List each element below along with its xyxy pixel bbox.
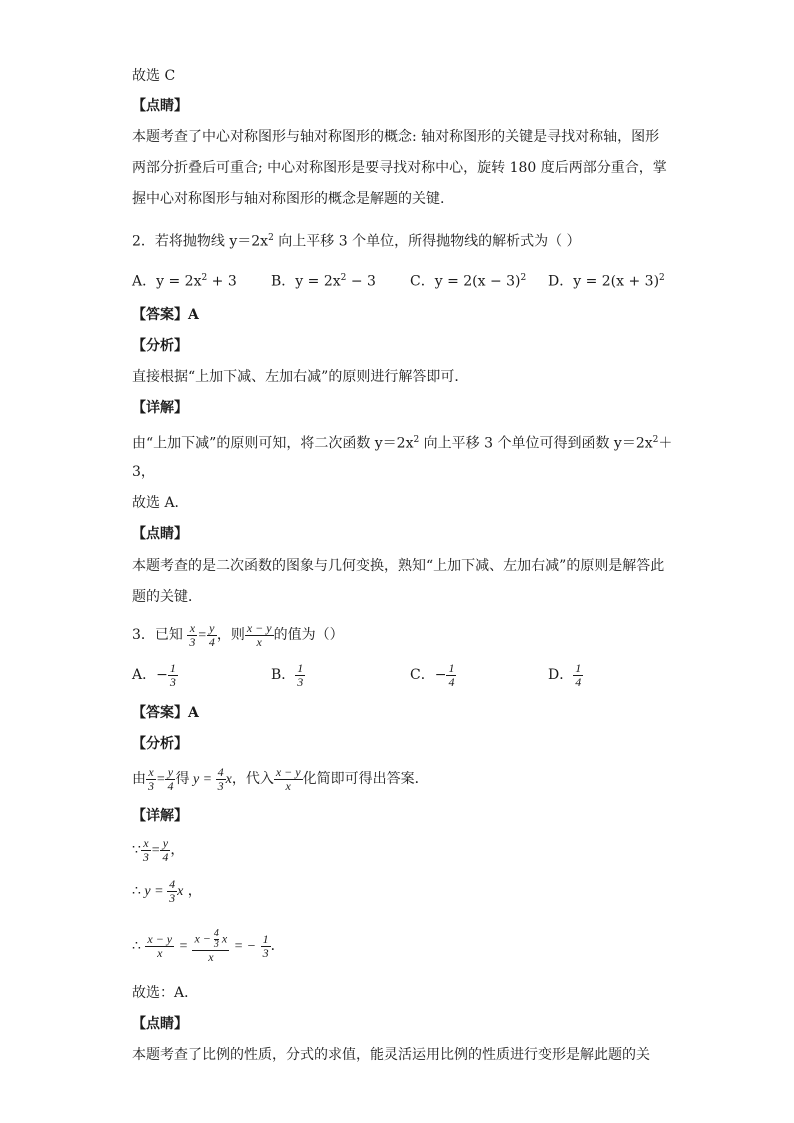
q3-dianjing-label: 【点睛】 — [132, 1016, 188, 1032]
q3-detail-label: 【详解】 — [132, 808, 188, 824]
q3-option-a: A．− $\frac{1}{3}$ — [132, 660, 176, 689]
top-dianjing-line-3: 握中心对称图形与轴对称图形的概念是解题的关键. — [132, 191, 445, 207]
q2-analysis: 直接根据“上加下减、左加右减”的原则进行解答即可． — [132, 369, 469, 385]
q2-dianjing-line-2: 题的关键． — [132, 589, 202, 605]
q2-detail-line-1: 由“上加下减”的原则可知，将二次函数 $y=2x^2$ 向上平移 3 个单位可得到函数 $y=2x^2+$ — [132, 435, 673, 452]
top-dianjing-line-1: 本题考查了中心对称图形与轴对称图形的概念: 轴对称图形的关键是寻找对称轴，图形 — [132, 129, 660, 145]
q2-detail-label: 【详解】 — [132, 400, 188, 416]
q3-analysis-label: 【分析】 — [132, 736, 188, 752]
q2-option-d: D．$y = 2(x + 3)^2$ — [548, 273, 665, 290]
q2-stem: 2．若将抛物线 $y=2x^2$ 向上平移 3 个单位，所得抛物线的解析式为（ ） — [132, 233, 581, 250]
q2-analysis-label: 【分析】 — [132, 338, 188, 354]
q2-option-b: B．$y = 2x^2 - 3$ — [271, 273, 376, 290]
q2-detail-line-2: 3， — [132, 464, 155, 480]
fraction-x-over-3: $\frac{x}{3}$ — [189, 620, 196, 649]
q2-option-c: C．$y = 2(x - 3)^2$ — [410, 273, 527, 290]
q3-option-d: D． $\frac{1}{4}$ — [548, 660, 582, 689]
q2-stem-pre: 2．若将抛物线 y＝2x — [132, 233, 269, 250]
q2-dianjing-line-1: 本题考查的是二次函数的图象与几何变换，熟知“上加下减、左加右减”的原则是解答此 — [132, 558, 665, 574]
q2-dianjing-label: 【点睛】 — [132, 526, 188, 542]
q3-analysis: 由 $\frac{x}{3}$ = $\frac{y}{4}$ 得 y = $\frac{4}{3}$ x，代入 $\frac{x - y}{x}$ 化简即可得出答案． — [132, 764, 429, 793]
q3-option-c: C．− $\frac{1}{4}$ — [410, 660, 455, 689]
fraction-x-minus-y-over-x: $\frac{x - y}{x}$ — [246, 620, 272, 649]
fraction-y-over-4: $\frac{y}{4}$ — [208, 620, 215, 649]
q2-stem-post: 向上平移 3 个单位，所得抛物线的解析式为（ ） — [273, 233, 581, 250]
q2-detail-choice: 故选 A． — [132, 495, 189, 511]
q3-stem: 3．已知 $\frac{x}{3}$ = $\frac{y}{4}$ ，则 $\frac{x - y}{x}$ 的值为（） — [132, 620, 344, 649]
q3-dianjing-line: 本题考查了比例的性质，分式的求值，能灵活运用比例的性质进行变形是解此题的关 — [132, 1047, 650, 1063]
q3-answer: 【答案】A — [132, 705, 199, 721]
q2-option-a: A．$y = 2x^2 + 3$ — [132, 273, 237, 290]
q3-detail-step-1: ∵ $\frac{x}{3}$ = $\frac{y}{4}$ ， — [132, 835, 185, 864]
top-dianjing-label: 【点睛】 — [132, 98, 188, 114]
q2-answer: 【答案】A — [132, 307, 199, 323]
q3-detail-step-2: ∴ y = $\frac{4}{3}$ x ， — [132, 876, 202, 905]
q3-detail-choice: 故选：A． — [132, 985, 199, 1001]
q3-detail-step-3: ∴ $\frac{x - y}{x}$ = x − $\frac{4}{3}$ x x = − $\frac{1}{3}$ ． — [132, 927, 285, 964]
top-dianjing-line-2: 两部分折叠后可重合; 中心对称图形是要寻找对称中心，旋转 180 度后两部分重合，掌 — [132, 160, 667, 176]
q3-option-b: B． $\frac{1}{3}$ — [271, 660, 304, 689]
top-choice: 故选 C — [132, 68, 176, 84]
